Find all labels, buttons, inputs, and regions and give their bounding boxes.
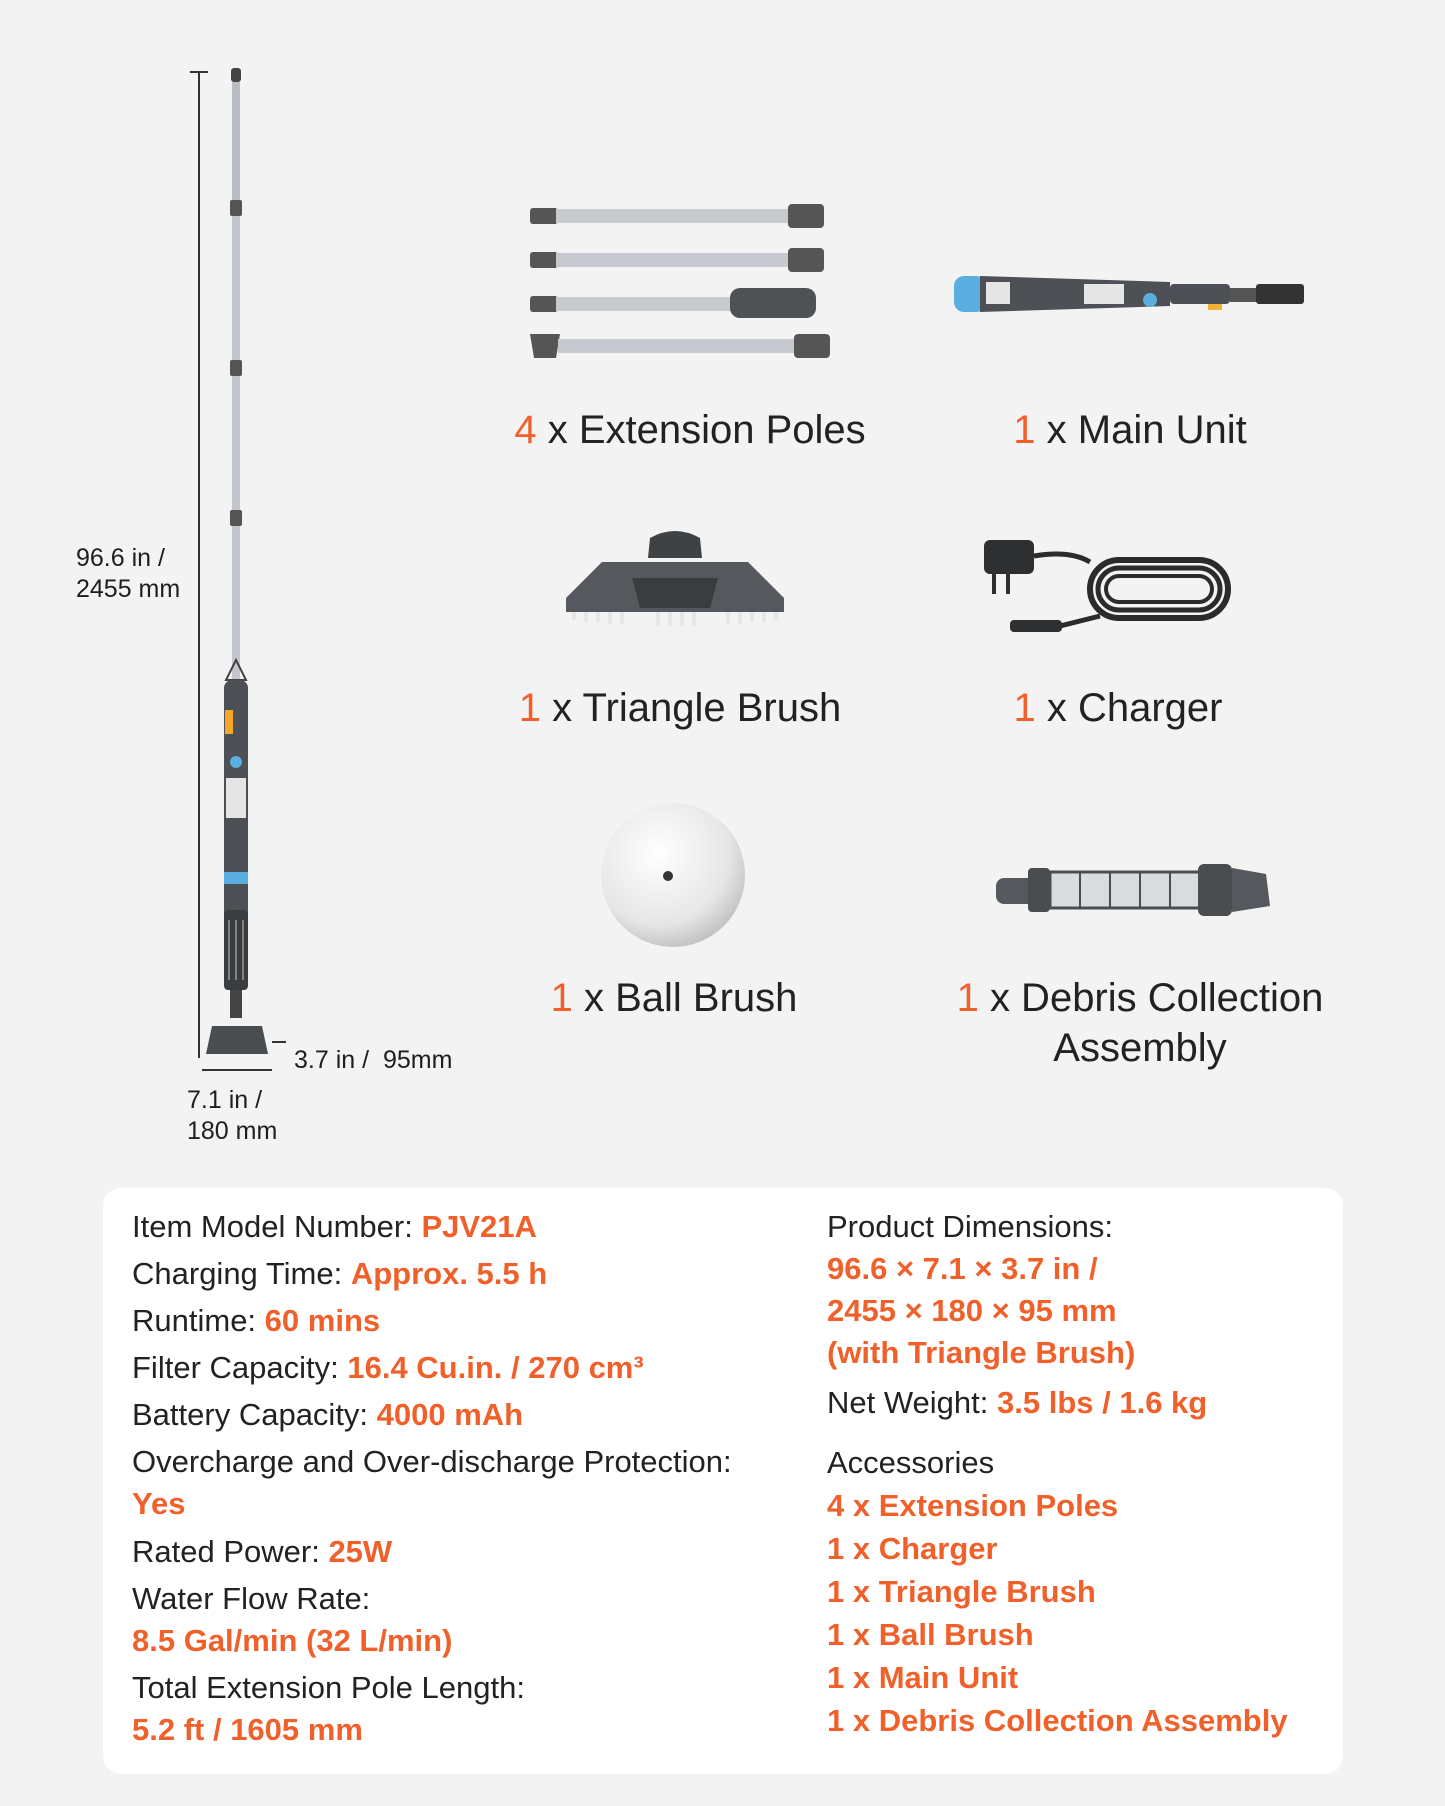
accessory-item: 1 x Triangle Brush [827, 1574, 1096, 1609]
caption-label: x Charger [1035, 686, 1223, 730]
caption-qty: 1 [1013, 686, 1036, 730]
caption-label: x Main Unit [1035, 408, 1247, 452]
accessory-item: 1 x Charger [827, 1531, 998, 1566]
spec-label: Rated Power: [132, 1534, 329, 1569]
accessory-item: 1 x Ball Brush [827, 1617, 1034, 1652]
caption-label: x Triangle Brush [541, 686, 842, 730]
spec-filter-capacity [132, 1347, 644, 1389]
spec-value: PJV21A [421, 1209, 537, 1244]
spec-product-dimensions [827, 1206, 1135, 1374]
spec-label: Filter Capacity: [132, 1350, 348, 1385]
caption-charger [928, 683, 1308, 733]
caption-qty: 4 [514, 408, 537, 452]
spec-dimensions-line1: 96.6 × 7.1 × 3.7 in / [827, 1251, 1098, 1286]
spec-value: 8.5 Gal/min (32 L/min) [132, 1623, 453, 1658]
width-dimension-line1: 7.1 in / [187, 1086, 263, 1114]
spec-label: Item Model Number: [132, 1209, 422, 1244]
spec-label: Water Flow Rate: [132, 1581, 371, 1616]
spec-charging-time [132, 1253, 547, 1295]
spec-accessories [827, 1441, 1288, 1742]
spec-value: Yes [132, 1486, 186, 1521]
caption-qty: 1 [518, 686, 542, 730]
spec-model-number [132, 1206, 537, 1248]
width-dimension-label [187, 1085, 277, 1147]
pool-vacuum-assembled-image [180, 60, 300, 1080]
spec-label: Charging Time: [132, 1256, 351, 1291]
spec-label: Product Dimensions: [827, 1209, 1114, 1244]
spec-net-weight [827, 1382, 1207, 1424]
debris-collection-assembly-image [994, 858, 1276, 922]
specifications-card [103, 1188, 1343, 1774]
width-dimension-line2: 180 mm [187, 1117, 278, 1145]
caption-qty: 1 [956, 976, 979, 1020]
spec-label: Overcharge and Over-discharge Protection: [132, 1444, 732, 1479]
spec-overcharge-protection [132, 1441, 732, 1525]
spec-battery-capacity [132, 1394, 523, 1436]
caption-triangle-brush [490, 683, 870, 733]
spec-value: 4000 mAh [376, 1397, 524, 1432]
caption-label: x Ball Brush [572, 976, 798, 1020]
spec-water-flow-rate [132, 1578, 452, 1662]
accessory-item: 4 x Extension Poles [827, 1488, 1119, 1523]
spec-label: Runtime: [132, 1303, 265, 1338]
spec-value: 16.4 Cu.in. / 270 cm³ [347, 1350, 644, 1385]
charger-image [980, 530, 1250, 642]
caption-qty: 1 [550, 976, 573, 1020]
spec-runtime [132, 1300, 380, 1342]
triangle-brush-image [562, 524, 788, 628]
accessory-item: 1 x Main Unit [827, 1660, 1019, 1695]
caption-extension-poles [500, 405, 880, 455]
spec-dimensions-line3: (with Triangle Brush) [827, 1335, 1136, 1370]
spec-value: Approx. 5.5 h [350, 1256, 548, 1291]
spec-rated-power [132, 1531, 392, 1573]
spec-label: Total Extension Pole Length: [132, 1670, 525, 1705]
accessory-item: 1 x Debris Collection Assembly [827, 1703, 1288, 1738]
spec-value: 25W [328, 1534, 393, 1569]
spec-value: 3.5 lbs / 1.6 kg [997, 1385, 1208, 1420]
caption-main-unit [940, 405, 1320, 455]
height-dimension-line1: 96.6 in / [76, 544, 165, 572]
main-unit-image [950, 270, 1310, 320]
spec-value: 60 mins [264, 1303, 381, 1338]
caption-label: x Extension Poles [536, 408, 866, 452]
spec-value: 5.2 ft / 1605 mm [132, 1712, 363, 1747]
extension-poles-image [526, 196, 836, 364]
caption-ball-brush [484, 973, 864, 1023]
height-dimension-line2: 2455 mm [76, 575, 181, 603]
spec-label: Accessories [827, 1445, 995, 1480]
caption-label-line2: Assembly [1053, 1026, 1227, 1070]
depth-dimension-label: 3.7 in / 95mm [294, 1046, 453, 1074]
height-dimension-label [76, 543, 180, 605]
spec-label: Net Weight: [827, 1385, 998, 1420]
caption-qty: 1 [1013, 408, 1036, 452]
caption-label: x Debris Collection [978, 976, 1324, 1020]
ball-brush-image [598, 800, 748, 950]
caption-debris-collection-assembly [920, 973, 1360, 1073]
spec-dimensions-line2: 2455 × 180 × 95 mm [827, 1293, 1117, 1328]
spec-extension-pole-length [132, 1667, 525, 1751]
spec-label: Battery Capacity: [132, 1397, 377, 1432]
